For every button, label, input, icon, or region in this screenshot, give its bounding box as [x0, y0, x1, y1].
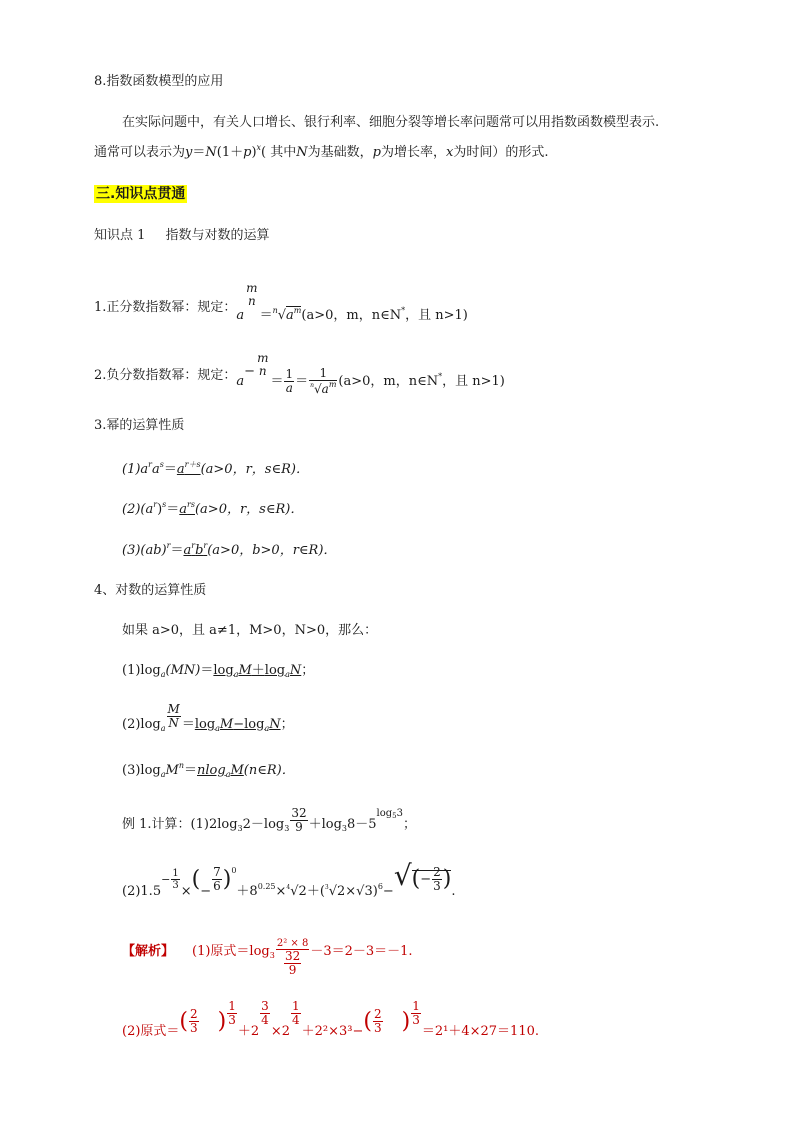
- sol2-e3-den: 4: [291, 1013, 300, 1028]
- item-2-den-exp: m: [328, 380, 337, 390]
- item-2-cond-a: (a>0，m，n∈N: [338, 374, 439, 390]
- item-2-root-index: n: [310, 382, 315, 390]
- item-4-1-ans2-sub: a: [285, 670, 290, 679]
- item-4-2-ans2-arg: N: [269, 717, 281, 733]
- ex1-1-exp-log: log: [376, 808, 393, 820]
- formula-x: x: [256, 143, 262, 152]
- sol2-p1-den: 3: [190, 1021, 198, 1036]
- item-4-1-eq: ＝: [200, 663, 214, 678]
- knowledge-point-1: [94, 229, 270, 242]
- ex1-1-end: ；: [403, 817, 417, 833]
- formula-close: ): [251, 145, 257, 160]
- sol2-p1: [189, 1008, 199, 1035]
- item-3-3-ans-b: b: [195, 543, 204, 558]
- item-1-root: $^n√a^m$: [272, 306, 302, 324]
- item-2-exponent: [256, 352, 269, 378]
- sol1-frac: [276, 938, 309, 977]
- item-1-cond-star: *: [401, 306, 406, 316]
- item-3-1-ans-exp: r＋s: [184, 460, 201, 469]
- kp1-label: 知识点 1: [94, 228, 146, 243]
- sol2-e4-num: 1: [412, 999, 420, 1013]
- solution-part-1: [122, 924, 413, 978]
- formula-paren: (1＋: [216, 145, 244, 160]
- para-8-text-2d: 为增长率，: [380, 145, 446, 160]
- item-4-2-eq: ＝: [181, 717, 195, 733]
- item-4-3-n: n: [178, 761, 184, 770]
- sol1-sub: 3: [269, 951, 275, 961]
- item-2-den-a: a: [321, 382, 329, 397]
- item-4-2-ans1: log: [194, 717, 216, 733]
- sol2-e: ＝2¹＋4×27＝110.: [421, 1024, 539, 1040]
- item-3-3-answer: [183, 543, 207, 558]
- item-2-frac2: [309, 367, 337, 396]
- sol2-e1-num: 1: [228, 999, 236, 1013]
- ex1-2-f: −: [382, 884, 394, 899]
- sol2-a: (2)原式＝: [122, 1024, 180, 1040]
- item-3-2-ans-a: a: [179, 502, 188, 517]
- ex1-2-den: 3: [172, 880, 179, 891]
- section-3-title: 三.知识点贯通: [96, 186, 186, 202]
- sol1-inner-frac: [284, 950, 301, 977]
- ex1-2-inner-den: 3: [433, 879, 441, 893]
- ex1-2-paren-close: ): [222, 866, 232, 892]
- ex1-2-exp: 0.25: [257, 882, 276, 891]
- item-2-a: a: [236, 374, 245, 390]
- item-4-2-den: N: [168, 716, 179, 731]
- item-1-cond-a: (a>0，m，n∈N: [301, 308, 402, 324]
- item-2-den1: a: [285, 381, 293, 396]
- item-4-1-ans1: log: [213, 663, 234, 678]
- item-1-radicand-a: a: [286, 308, 294, 324]
- sol2-paren1-open: (: [179, 1008, 189, 1034]
- ex1-2-inner-close: ): [442, 866, 452, 892]
- ex1-2-radicand: [411, 864, 452, 893]
- sol2-p2-den: 3: [373, 1021, 382, 1036]
- item-3-3-cond: (a>0，b>0，r∈R)．: [207, 543, 337, 558]
- item-4-2-answer: [195, 717, 281, 732]
- item-2-eq2: ＝: [295, 374, 309, 390]
- sol2-paren2-close: ): [401, 1008, 411, 1034]
- sol2-paren2-open: (: [363, 1008, 372, 1034]
- item-3-2: [122, 501, 303, 516]
- item-3-title: [94, 419, 184, 432]
- item-3-3: [122, 542, 336, 557]
- sol1-b: －3＝2－3＝－1.: [310, 944, 413, 960]
- sol2-paren1-close: ): [217, 1008, 227, 1034]
- item-4-1-ans1-arg: M: [238, 663, 252, 678]
- item-1-m: m: [246, 281, 258, 295]
- item-3-3-ans-a: a: [183, 543, 192, 558]
- ex1-label: 例 1.计算：: [122, 817, 191, 833]
- ex1-2-a: (2)1.5: [122, 884, 162, 899]
- item-3-2-close: ): [157, 502, 163, 517]
- ex1-2-zero: 0: [231, 866, 237, 875]
- item-3-2-eq: ＝: [166, 502, 180, 517]
- sol2-e4-den: 3: [412, 1013, 420, 1028]
- item-2-den2: $^n√a^m$: [310, 380, 337, 397]
- ex1-1-a: (1)2log: [190, 817, 238, 833]
- ex1-1-frac: [290, 807, 307, 834]
- ex1-1-d: 8－5: [347, 817, 377, 833]
- item-4-2-num: M: [167, 702, 180, 716]
- item-3-2-s: s: [162, 500, 167, 509]
- item-4-1-answer: [213, 663, 301, 678]
- ex1-2-den2: 6: [213, 879, 221, 893]
- item-4-1-plus: ＋: [251, 663, 265, 678]
- sol1-num: 2² × 8: [276, 938, 309, 949]
- item-4-title-text: 4、对数的运算性质: [94, 583, 207, 598]
- item-3-3-pre: (3)(ab): [122, 543, 167, 558]
- item-4-3-pre: (3)log: [122, 763, 161, 778]
- sol2-p2: [373, 1008, 383, 1035]
- item-2-radicand: [322, 380, 337, 396]
- item-4-2-minus: −: [233, 717, 245, 733]
- para-8-text-2c: 为基础数，: [307, 145, 373, 160]
- heading-8-text: 8.指数函数模型的应用: [94, 74, 224, 89]
- item-3-3-eq: ＝: [170, 543, 184, 558]
- ex1-2-neg: −: [200, 884, 212, 899]
- formula-eq: ＝: [192, 145, 206, 160]
- item-3-1-answer: [177, 462, 201, 477]
- ex1-1-exp-arg: 3: [396, 808, 404, 820]
- item-4-2-ans2: log: [244, 717, 265, 733]
- heading-8: [94, 75, 223, 88]
- item-2-prefix: 2.负分数指数幂：规定：: [94, 368, 237, 384]
- item-4-1-arg: (MN): [165, 663, 201, 678]
- sol2-e4: [411, 1000, 421, 1027]
- item-4-2: [122, 702, 294, 734]
- item-4-3-sub: a: [160, 770, 166, 779]
- item-2-minus: −: [244, 364, 256, 380]
- ex1-2-rad3: √2: [328, 884, 346, 899]
- ex1-1-sub2: 3: [284, 824, 290, 834]
- item-4-1-ans2-arg: N: [289, 663, 302, 678]
- sol2-e3: [291, 1000, 301, 1027]
- item-3-title-text: 3.幂的运算性质: [94, 418, 185, 433]
- sol2-e1: [227, 1000, 237, 1027]
- kp1-title: 指数与对数的运算: [165, 228, 270, 243]
- ex1-2-inner-num: 2: [433, 864, 441, 879]
- item-3-1-eq: ＝: [163, 462, 177, 477]
- item-2-one2: 1: [309, 367, 337, 381]
- item-4-1-end: ；: [301, 663, 315, 678]
- ex1-2-inner-frac: [432, 866, 442, 893]
- item-3-1-a2: a: [152, 462, 160, 477]
- item-4-1-pre: (1)log: [122, 663, 161, 678]
- item-4-2-ans1-sub: a: [215, 724, 220, 734]
- sol1-a: (1)原式＝log: [192, 944, 270, 960]
- item-3-2-pre: (2)(a: [122, 502, 154, 517]
- item-4-1: [122, 664, 314, 679]
- ex1-2-rad4: √2: [290, 884, 307, 899]
- ex1-2-exp-frac: [171, 868, 179, 891]
- item-3-2-cond: (a>0，r，s∈R)．: [194, 502, 304, 517]
- sol2-e3-num: 1: [291, 999, 300, 1013]
- example-1-part-2: [122, 856, 456, 899]
- item-2-m: m: [257, 351, 269, 365]
- sol1-den-frac: [276, 950, 309, 977]
- para-8-text-2a: 通常可以表示为: [94, 145, 186, 160]
- item-3-1-s: s: [159, 460, 164, 469]
- ex1-1-num: 32: [291, 806, 307, 820]
- example-1-part-1: [122, 801, 417, 835]
- item-3-3-ans-r2: r: [203, 541, 208, 550]
- item-4-3-ans-arg: M: [230, 763, 244, 778]
- ex1-2-minus: −: [161, 873, 171, 886]
- item-3-3-r: r: [166, 541, 171, 550]
- ex1-2-paren-open: (: [191, 866, 201, 892]
- solution-label: 【解析】: [122, 944, 175, 960]
- item-1-prefix: 1.正分数指数幂：规定：: [94, 300, 237, 316]
- ex1-1-sub3: 3: [341, 824, 347, 834]
- ex1-1-exp-sub: 5: [392, 812, 397, 821]
- item-1: [94, 281, 468, 324]
- item-1-eq: ＝: [259, 308, 273, 324]
- item-1-cond-b: ，且 n>1): [405, 308, 468, 324]
- sol2-d: ＋2²×3³−: [301, 1024, 364, 1040]
- ex1-2-b: ＋8: [236, 884, 258, 899]
- sol2-e2-den: 4: [261, 1013, 269, 1028]
- para-8-p: p: [372, 145, 381, 160]
- solution-part-2: [122, 999, 539, 1040]
- ex1-2-c: ×: [275, 884, 287, 899]
- item-3-2-r: r: [153, 500, 158, 509]
- para-8-text-2e: 为时间）的形式.: [453, 145, 549, 160]
- sol1-den2: 9: [288, 963, 297, 978]
- item-2-frac1: [284, 368, 294, 395]
- ex1-2-r4: 4: [286, 884, 291, 891]
- ex1-2-d: ＋(: [306, 884, 325, 899]
- item-2: [94, 351, 505, 397]
- item-1-root-index: n: [272, 306, 278, 316]
- ex1-1-c: ＋log: [308, 817, 342, 833]
- item-1-radicand-exp: m: [293, 306, 302, 316]
- ex1-2-inner-neg: −: [420, 872, 432, 887]
- item-4-2-ans1-arg: M: [219, 717, 234, 733]
- ex1-2-end: .: [451, 884, 456, 899]
- ex1-2-num2: 7: [213, 864, 221, 879]
- sol2-e1-den: 3: [228, 1013, 236, 1028]
- formula-N: N: [205, 145, 217, 160]
- para-8-text-1: 在实际问题中，有关人口增长、银行利率、细胞分裂等增长率问题常可以用指数函数模型表示.: [122, 115, 660, 130]
- item-3-3-ans-r1: r: [191, 541, 196, 550]
- sol2-b: ＋2: [237, 1024, 260, 1040]
- ex1-2-sqrt: √: [393, 859, 412, 892]
- item-4-3-eq: ＝: [183, 763, 197, 778]
- item-4-3-cond: (n∈R)．: [243, 763, 295, 778]
- item-4-3-ans: nlog: [197, 763, 226, 778]
- item-4-2-pre: (2)log: [122, 717, 161, 733]
- item-2-n: n: [258, 364, 267, 379]
- formula-p: p: [243, 145, 252, 160]
- item-2-eq1: ＝: [270, 374, 284, 390]
- ex1-2-frac2: [212, 866, 222, 893]
- ex1-2-times: ×: [180, 884, 192, 899]
- sol2-e2: [260, 1000, 270, 1027]
- item-4-1-ans2: log: [264, 663, 286, 678]
- item-4-3-ans-sub: a: [225, 770, 231, 779]
- para-8-line-1: [122, 116, 659, 129]
- para-8-N: N: [296, 145, 308, 160]
- item-2-cond-star: *: [438, 372, 443, 382]
- sol2-e2-num: 3: [261, 999, 269, 1013]
- formula-y: y: [185, 145, 193, 160]
- ex1-1-exp: [377, 808, 403, 819]
- item-2-cond-b: ，且 n>1): [442, 374, 505, 390]
- item-4-3-M: M: [165, 763, 179, 778]
- item-4-3-answer: [197, 763, 244, 778]
- sol1-den: 32: [284, 949, 301, 963]
- ex1-2-pow6: 6: [377, 882, 383, 891]
- para-8-x: x: [445, 145, 454, 160]
- item-3-1: [122, 461, 309, 476]
- item-4-2-sub: a: [160, 724, 166, 734]
- section-3-heading: [94, 187, 187, 201]
- item-1-exponent: [245, 282, 258, 308]
- item-4-3: [122, 762, 295, 779]
- sol2-p2-num: 2: [373, 1007, 382, 1021]
- ex1-1-sub1: 3: [237, 824, 243, 834]
- item-4-cond-text: 如果 a>0，且 a≠1，M>0，N>0，那么：: [122, 623, 378, 638]
- item-3-2-answer: [179, 502, 195, 517]
- ex1-1-b: 2－log: [242, 817, 285, 833]
- para-8-line-2: [94, 144, 548, 159]
- ex1-2-inner-open: (: [411, 866, 421, 892]
- sol2-p1-num: 2: [190, 1007, 198, 1021]
- sol2-c: ×2: [270, 1024, 290, 1040]
- ex1-2-e: ×√3): [345, 884, 378, 899]
- item-4-cond: [122, 624, 377, 637]
- item-3-1-ans-a: a: [176, 462, 185, 477]
- item-4-1-ans1-sub: a: [233, 670, 239, 679]
- item-4-title: [94, 584, 206, 597]
- item-4-2-end: ；: [280, 717, 294, 733]
- ex1-1-den: 9: [295, 820, 303, 835]
- item-2-one1: 1: [285, 367, 294, 381]
- item-3-1-pre: (1)a: [122, 462, 149, 477]
- item-4-2-ans2-sub: a: [264, 724, 270, 734]
- item-4-2-frac: [167, 703, 181, 730]
- item-3-2-ans-exp: rs: [187, 500, 195, 509]
- ex1-2-r3: 3: [324, 884, 329, 891]
- item-1-a: a: [236, 308, 245, 324]
- item-3-1-r: r: [148, 460, 152, 469]
- para-8-text-2b: ( 其中: [261, 145, 297, 160]
- ex1-2-num: 1: [172, 868, 179, 879]
- item-1-radicand: [286, 306, 301, 323]
- item-3-1-cond: (a>0，r，s∈R)．: [200, 462, 309, 477]
- item-4-1-sub: a: [160, 670, 166, 679]
- item-1-n: n: [248, 294, 256, 309]
